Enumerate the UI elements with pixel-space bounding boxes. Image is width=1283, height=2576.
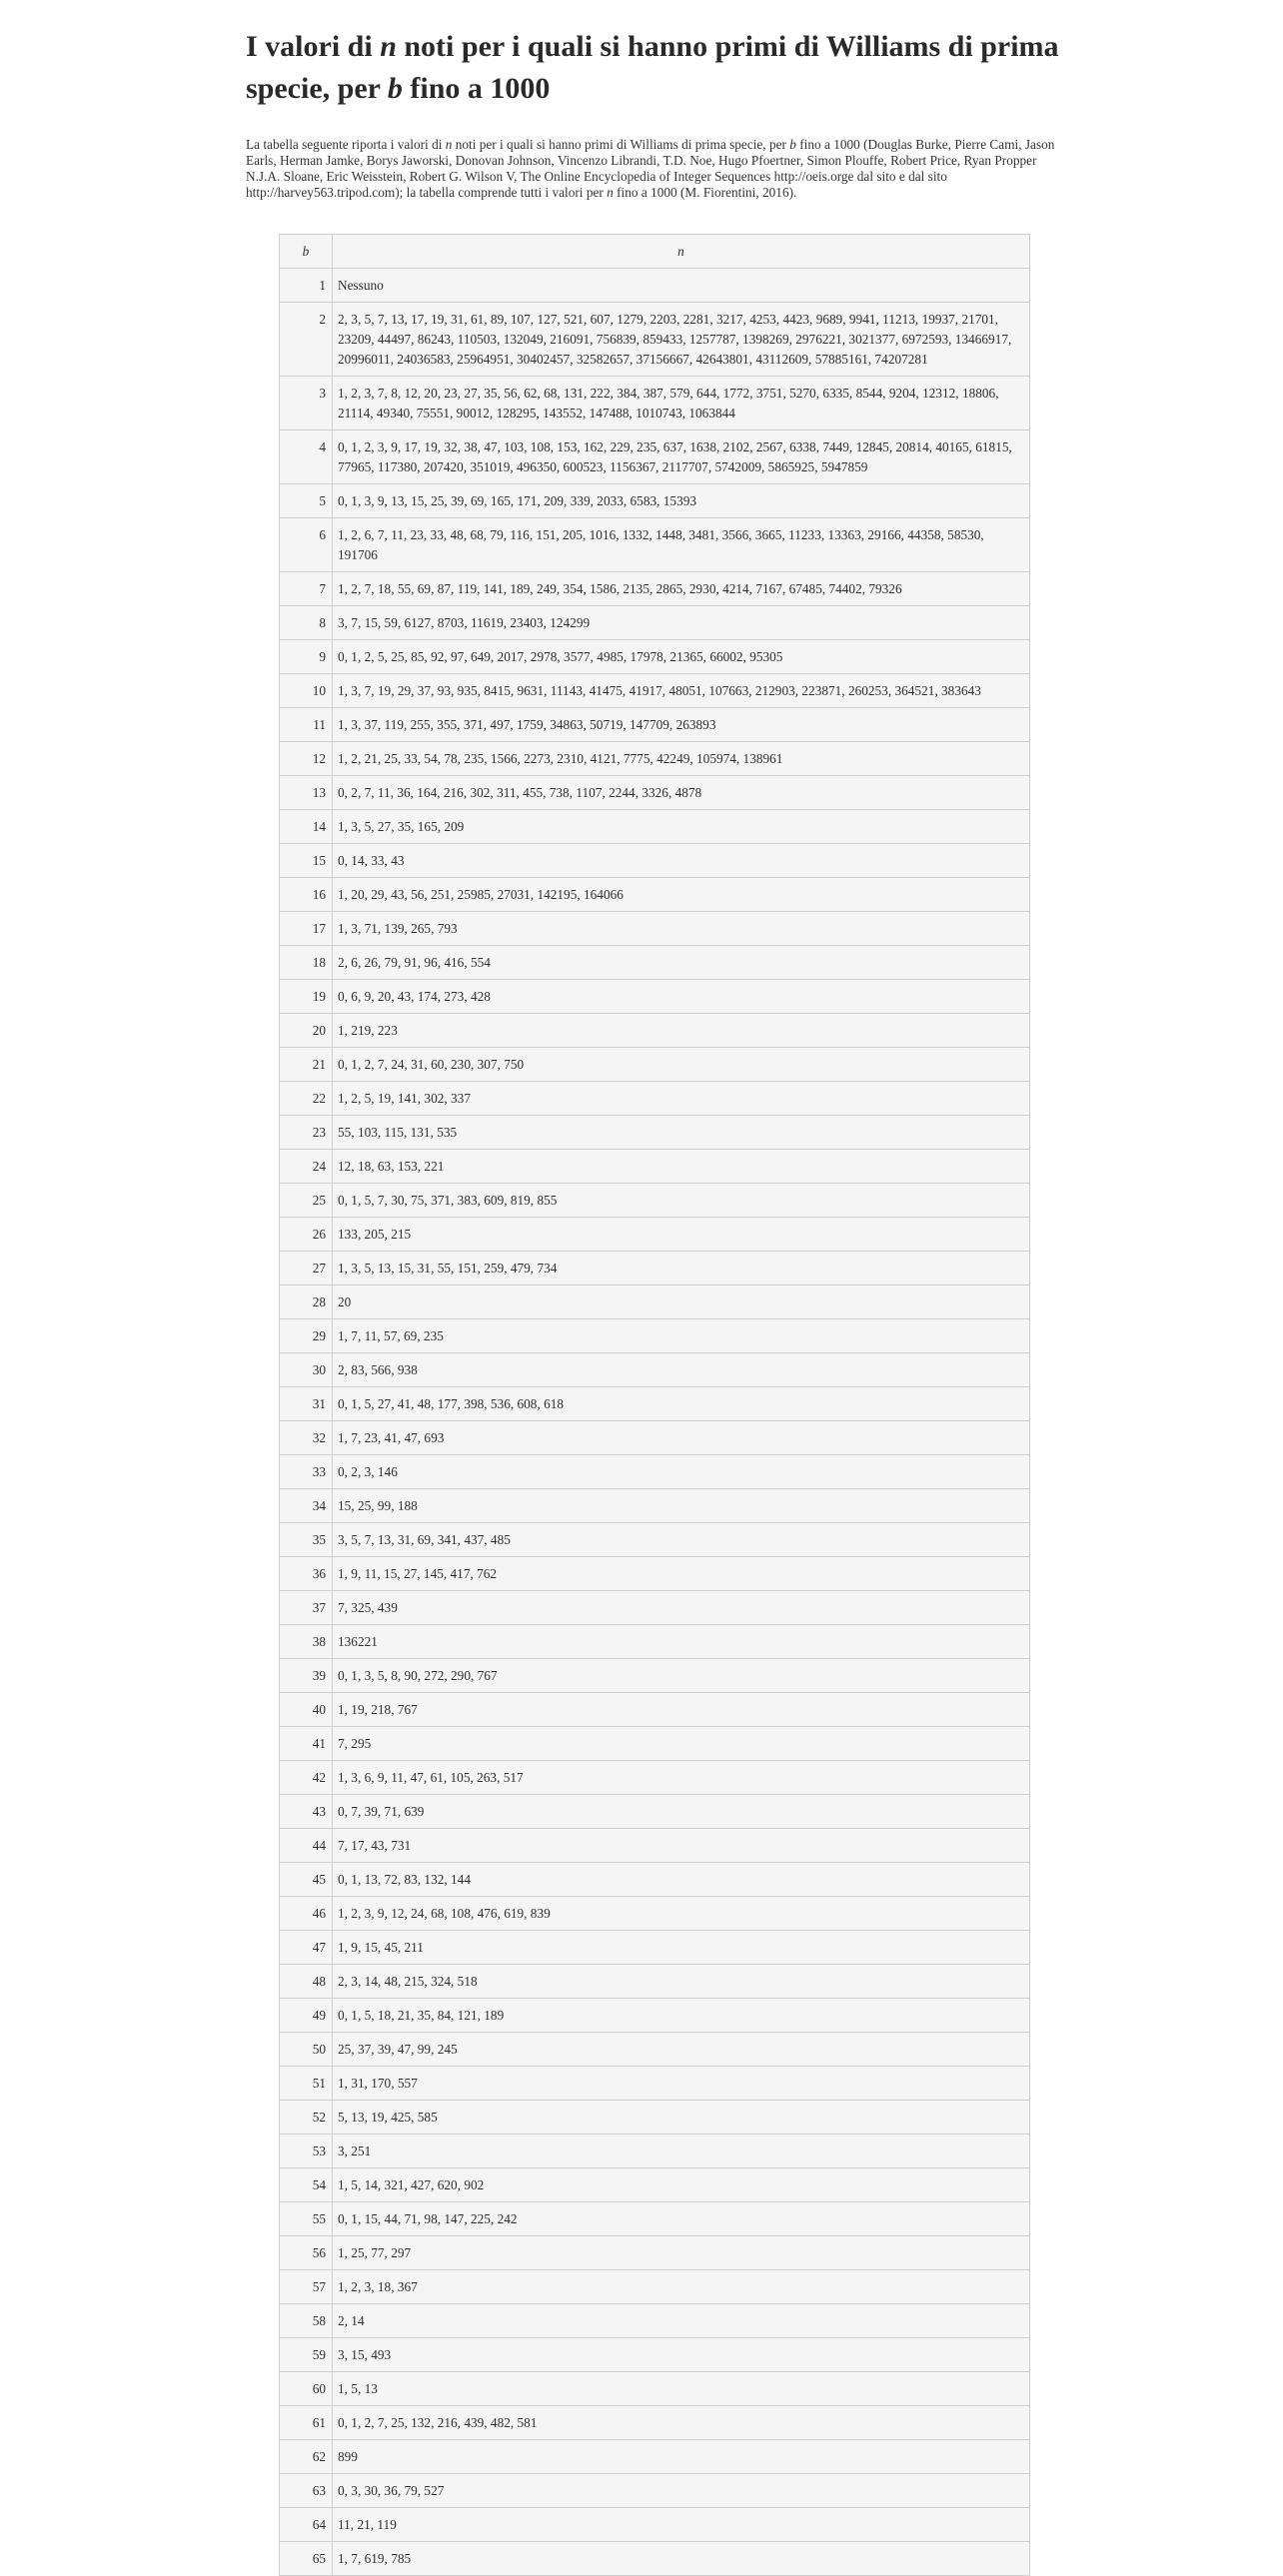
table-row — [280, 1218, 1030, 1252]
table-row — [280, 269, 1030, 303]
cell-b: 14 — [280, 810, 333, 844]
table-row — [280, 377, 1030, 430]
cell-n: 1, 219, 223 — [333, 1014, 1030, 1048]
cell-b: 42 — [280, 1761, 333, 1795]
table-row — [280, 430, 1030, 484]
table-row — [280, 2440, 1030, 2474]
table-row — [280, 878, 1030, 912]
table-row — [280, 1489, 1030, 1523]
table-row — [280, 1252, 1030, 1286]
intro-var-b: b — [789, 137, 796, 152]
cell-n: 2, 83, 566, 938 — [333, 1353, 1030, 1387]
cell-b: 51 — [280, 2067, 333, 2101]
column-header-b: b — [280, 235, 333, 269]
cell-b: 25 — [280, 1184, 333, 1218]
cell-n: 25, 37, 39, 47, 99, 245 — [333, 2033, 1030, 2067]
cell-b: 19 — [280, 980, 333, 1014]
table-row — [280, 1421, 1030, 1455]
cell-n: 0, 1, 13, 72, 83, 132, 144 — [333, 1863, 1030, 1897]
table-row — [280, 2101, 1030, 2135]
cell-n: 1, 2, 3, 18, 367 — [333, 2270, 1030, 2304]
table-row — [280, 1014, 1030, 1048]
intro-text: noti per i quali si hanno primi di Williams di prima specie, per — [452, 137, 790, 152]
cell-n: 7, 325, 439 — [333, 1591, 1030, 1625]
cell-n: 136221 — [333, 1625, 1030, 1659]
cell-n: 899 — [333, 2440, 1030, 2474]
cell-b: 26 — [280, 1218, 333, 1252]
cell-b: 59 — [280, 2338, 333, 2372]
cell-n: 3, 15, 493 — [333, 2338, 1030, 2372]
table-row — [280, 1659, 1030, 1693]
table-row — [280, 1693, 1030, 1727]
cell-b: 3 — [280, 377, 333, 430]
table-row — [280, 2542, 1030, 2576]
cell-b: 11 — [280, 708, 333, 742]
cell-n: 1, 20, 29, 43, 56, 251, 25985, 27031, 142195, 164066 — [333, 878, 1030, 912]
cell-n: 0, 1, 2, 3, 9, 17, 19, 32, 38, 47, 103, 108, 153, 162, 229, 235, 637, 1638, 2102, 2567, 6338, 7449, 12845, 20814, 40165, 61815, 77965, 117380, 207420, 351019, 496350, 600523, 1156367, 2117707, 5742009, 5865925, 5947859 — [333, 430, 1030, 484]
table-row — [280, 2067, 1030, 2101]
table-row — [280, 2304, 1030, 2338]
cell-b: 12 — [280, 742, 333, 776]
cell-b: 31 — [280, 1387, 333, 1421]
table-row — [280, 1184, 1030, 1218]
cell-b: 57 — [280, 2270, 333, 2304]
page-title — [246, 26, 1065, 110]
cell-b: 6 — [280, 518, 333, 572]
cell-n: 0, 2, 3, 146 — [333, 1455, 1030, 1489]
table-row — [280, 303, 1030, 377]
cell-n: 1, 25, 77, 297 — [333, 2236, 1030, 2270]
cell-n: 0, 1, 3, 5, 8, 90, 272, 290, 767 — [333, 1659, 1030, 1693]
table-row — [280, 2270, 1030, 2304]
title-text: noti per i quali si hanno primi di Williams di prima specie, per — [246, 30, 1059, 105]
cell-n: 1, 3, 37, 119, 255, 355, 371, 497, 1759, 34863, 50719, 147709, 263893 — [333, 708, 1030, 742]
table-row — [280, 1591, 1030, 1625]
cell-n: 1, 9, 15, 45, 211 — [333, 1931, 1030, 1965]
intro-text: fino a 1000 (Douglas Burke, Pierre Cami, Jason Earls, Herman Jamke, Borys Jaworski, Donovan Johnson, Vincenzo Librandi, T.D. Noe, Hugo Pfoertner, Simon Plouffe, Robert Price, Ryan Propper N.J.A. Sloane, Eric Weisstein, Robert G. Wilson V, The Online Encyclopedia of Integer Sequences http://oeis.orge dal sito e dal sito http://harvey563.tripod.com); la tabella comprende tutti i valori per — [246, 137, 1055, 200]
cell-b: 22 — [280, 1082, 333, 1116]
cell-b: 23 — [280, 1116, 333, 1150]
cell-b: 33 — [280, 1455, 333, 1489]
intro-var-n: n — [445, 137, 453, 152]
cell-n: 1, 7, 11, 57, 69, 235 — [333, 1319, 1030, 1353]
table-row — [280, 2406, 1030, 2440]
cell-n: 0, 1, 3, 9, 13, 15, 25, 39, 69, 165, 171, 209, 339, 2033, 6583, 15393 — [333, 484, 1030, 518]
cell-n: 7, 17, 43, 731 — [333, 1829, 1030, 1863]
cell-n: 1, 2, 3, 9, 12, 24, 68, 108, 476, 619, 839 — [333, 1897, 1030, 1931]
cell-b: 7 — [280, 572, 333, 606]
cell-n: 1, 3, 7, 19, 29, 37, 93, 935, 8415, 9631, 11143, 41475, 41917, 48051, 107663, 212903, 223871, 260253, 364521, 383643 — [333, 674, 1030, 708]
cell-n: 2, 3, 5, 7, 13, 17, 19, 31, 61, 89, 107, 127, 521, 607, 1279, 2203, 2281, 3217, 4253, 4423, 9689, 9941, 11213, 19937, 21701, 23209, 44497, 86243, 110503, 132049, 216091, 756839, 859433, 1257787, 1398269, 2976221, 3021377, 6972593, 13466917, 20996011, 24036583, 25964951, 30402457, 32582657, 37156667, 42643801, 43112609, 57885161, 74207281 — [333, 303, 1030, 377]
cell-b: 44 — [280, 1829, 333, 1863]
table-row — [280, 2168, 1030, 2202]
cell-n: Nessuno — [333, 269, 1030, 303]
table-row — [280, 572, 1030, 606]
cell-n: 0, 7, 39, 71, 639 — [333, 1795, 1030, 1829]
table-header-row — [280, 235, 1030, 269]
williams-primes-table — [279, 234, 1030, 2576]
cell-b: 27 — [280, 1252, 333, 1286]
cell-n: 1, 2, 5, 19, 141, 302, 337 — [333, 1082, 1030, 1116]
cell-b: 62 — [280, 2440, 333, 2474]
table-row — [280, 776, 1030, 810]
cell-b: 1 — [280, 269, 333, 303]
table-row — [280, 946, 1030, 980]
cell-n: 1, 3, 5, 27, 35, 165, 209 — [333, 810, 1030, 844]
cell-b: 61 — [280, 2406, 333, 2440]
cell-b: 54 — [280, 2168, 333, 2202]
table-row — [280, 1523, 1030, 1557]
cell-b: 20 — [280, 1014, 333, 1048]
table-row — [280, 1557, 1030, 1591]
cell-b: 53 — [280, 2135, 333, 2168]
title-var-b: b — [387, 72, 403, 105]
cell-n: 55, 103, 115, 131, 535 — [333, 1116, 1030, 1150]
cell-n: 15, 25, 99, 188 — [333, 1489, 1030, 1523]
table-row — [280, 708, 1030, 742]
table-row — [280, 1863, 1030, 1897]
cell-b: 60 — [280, 2372, 333, 2406]
cell-b: 52 — [280, 2101, 333, 2135]
cell-n: 1, 2, 3, 7, 8, 12, 20, 23, 27, 35, 56, 62, 68, 131, 222, 384, 387, 579, 644, 1772, 3751, 5270, 6335, 8544, 9204, 12312, 18806, 21114, 49340, 75551, 90012, 128295, 143552, 147488, 1010743, 1063844 — [333, 377, 1030, 430]
table-row — [280, 1795, 1030, 1829]
table-row — [280, 2135, 1030, 2168]
table-row — [280, 810, 1030, 844]
cell-b: 2 — [280, 303, 333, 377]
table-row — [280, 1387, 1030, 1421]
cell-n: 1, 9, 11, 15, 27, 145, 417, 762 — [333, 1557, 1030, 1591]
table-row — [280, 1150, 1030, 1184]
cell-n: 2, 14 — [333, 2304, 1030, 2338]
cell-n: 1, 2, 7, 18, 55, 69, 87, 119, 141, 189, 249, 354, 1586, 2135, 2865, 2930, 4214, 7167, 67485, 74402, 79326 — [333, 572, 1030, 606]
cell-n: 3, 5, 7, 13, 31, 69, 341, 437, 485 — [333, 1523, 1030, 1557]
cell-n: 2, 6, 26, 79, 91, 96, 416, 554 — [333, 946, 1030, 980]
table-row — [280, 2372, 1030, 2406]
cell-b: 34 — [280, 1489, 333, 1523]
cell-n: 0, 1, 2, 7, 24, 31, 60, 230, 307, 750 — [333, 1048, 1030, 1082]
table-row — [280, 912, 1030, 946]
cell-b: 18 — [280, 946, 333, 980]
table-row — [280, 484, 1030, 518]
cell-b: 5 — [280, 484, 333, 518]
cell-n: 0, 2, 7, 11, 36, 164, 216, 302, 311, 455, 738, 1107, 2244, 3326, 4878 — [333, 776, 1030, 810]
cell-b: 43 — [280, 1795, 333, 1829]
cell-n: 0, 1, 2, 7, 25, 132, 216, 439, 482, 581 — [333, 2406, 1030, 2440]
cell-b: 38 — [280, 1625, 333, 1659]
cell-n: 0, 1, 5, 18, 21, 35, 84, 121, 189 — [333, 1999, 1030, 2033]
cell-n: 5, 13, 19, 425, 585 — [333, 2101, 1030, 2135]
cell-b: 8 — [280, 606, 333, 640]
cell-b: 49 — [280, 1999, 333, 2033]
table-row — [280, 1999, 1030, 2033]
title-text: fino a 1000 — [402, 72, 551, 105]
cell-b: 48 — [280, 1965, 333, 1999]
cell-n: 1, 31, 170, 557 — [333, 2067, 1030, 2101]
cell-n: 133, 205, 215 — [333, 1218, 1030, 1252]
table-row — [280, 1353, 1030, 1387]
table-row — [280, 1455, 1030, 1489]
cell-n: 1, 5, 14, 321, 427, 620, 902 — [333, 2168, 1030, 2202]
cell-n: 1, 2, 6, 7, 11, 23, 33, 48, 68, 79, 116, 151, 205, 1016, 1332, 1448, 3481, 3566, 3665, 11233, 13363, 29166, 44358, 58530, 191706 — [333, 518, 1030, 572]
cell-n: 0, 1, 15, 44, 71, 98, 147, 225, 242 — [333, 2202, 1030, 2236]
table-row — [280, 2236, 1030, 2270]
cell-b: 9 — [280, 640, 333, 674]
title-text: I valori di — [246, 30, 381, 63]
cell-n: 20 — [333, 1286, 1030, 1319]
intro-var-n: n — [607, 185, 614, 200]
table-row — [280, 1048, 1030, 1082]
cell-b: 21 — [280, 1048, 333, 1082]
cell-b: 41 — [280, 1727, 333, 1761]
table-row — [280, 1931, 1030, 1965]
cell-b: 65 — [280, 2542, 333, 2576]
cell-b: 50 — [280, 2033, 333, 2067]
cell-b: 4 — [280, 430, 333, 484]
title-var-n: n — [380, 30, 397, 63]
cell-n: 1, 5, 13 — [333, 2372, 1030, 2406]
cell-b: 10 — [280, 674, 333, 708]
table-row — [280, 1319, 1030, 1353]
cell-n: 0, 1, 2, 5, 25, 85, 92, 97, 649, 2017, 2978, 3577, 4985, 17978, 21365, 66002, 95305 — [333, 640, 1030, 674]
cell-b: 35 — [280, 1523, 333, 1557]
table-row — [280, 1625, 1030, 1659]
cell-b: 36 — [280, 1557, 333, 1591]
cell-b: 47 — [280, 1931, 333, 1965]
cell-n: 3, 7, 15, 59, 6127, 8703, 11619, 23403, 124299 — [333, 606, 1030, 640]
table-body — [280, 269, 1030, 2576]
table-row — [280, 1829, 1030, 1863]
cell-n: 0, 1, 5, 7, 30, 75, 371, 383, 609, 819, 855 — [333, 1184, 1030, 1218]
cell-b: 37 — [280, 1591, 333, 1625]
table-row — [280, 980, 1030, 1014]
cell-n: 2, 3, 14, 48, 215, 324, 518 — [333, 1965, 1030, 1999]
cell-n: 0, 3, 30, 36, 79, 527 — [333, 2474, 1030, 2508]
cell-n: 1, 7, 23, 41, 47, 693 — [333, 1421, 1030, 1455]
cell-b: 46 — [280, 1897, 333, 1931]
table-row — [280, 518, 1030, 572]
table-row — [280, 1082, 1030, 1116]
table-row — [280, 2508, 1030, 2542]
intro-text: La tabella seguente riporta i valori di — [246, 137, 446, 152]
table-row — [280, 2033, 1030, 2067]
table-row — [280, 1761, 1030, 1795]
intro-paragraph — [246, 137, 1065, 201]
intro-text: fino a 1000 (M. Fiorentini, 2016). — [613, 185, 797, 200]
table-row — [280, 1116, 1030, 1150]
cell-n: 0, 6, 9, 20, 43, 174, 273, 428 — [333, 980, 1030, 1014]
cell-n: 0, 1, 5, 27, 41, 48, 177, 398, 536, 608, 618 — [333, 1387, 1030, 1421]
table-row — [280, 640, 1030, 674]
cell-b: 32 — [280, 1421, 333, 1455]
table-row — [280, 2474, 1030, 2508]
cell-b: 28 — [280, 1286, 333, 1319]
cell-b: 13 — [280, 776, 333, 810]
cell-b: 56 — [280, 2236, 333, 2270]
cell-n: 1, 7, 619, 785 — [333, 2542, 1030, 2576]
cell-n: 7, 295 — [333, 1727, 1030, 1761]
table-row — [280, 2202, 1030, 2236]
cell-b: 17 — [280, 912, 333, 946]
cell-n: 1, 19, 218, 767 — [333, 1693, 1030, 1727]
table-row — [280, 606, 1030, 640]
cell-b: 58 — [280, 2304, 333, 2338]
table-row — [280, 1286, 1030, 1319]
cell-b: 30 — [280, 1353, 333, 1387]
cell-b: 24 — [280, 1150, 333, 1184]
cell-b: 40 — [280, 1693, 333, 1727]
cell-n: 1, 3, 71, 139, 265, 793 — [333, 912, 1030, 946]
cell-n: 1, 2, 21, 25, 33, 54, 78, 235, 1566, 2273, 2310, 4121, 7775, 42249, 105974, 138961 — [333, 742, 1030, 776]
cell-b: 16 — [280, 878, 333, 912]
cell-b: 39 — [280, 1659, 333, 1693]
cell-n: 3, 251 — [333, 2135, 1030, 2168]
table-row — [280, 674, 1030, 708]
table-row — [280, 844, 1030, 878]
table-row — [280, 1965, 1030, 1999]
cell-b: 29 — [280, 1319, 333, 1353]
cell-n: 1, 3, 6, 9, 11, 47, 61, 105, 263, 517 — [333, 1761, 1030, 1795]
cell-b: 63 — [280, 2474, 333, 2508]
table-row — [280, 1897, 1030, 1931]
column-header-n: n — [333, 235, 1030, 269]
table-row — [280, 2338, 1030, 2372]
cell-n: 11, 21, 119 — [333, 2508, 1030, 2542]
cell-n: 12, 18, 63, 153, 221 — [333, 1150, 1030, 1184]
cell-b: 15 — [280, 844, 333, 878]
table-row — [280, 1727, 1030, 1761]
cell-b: 45 — [280, 1863, 333, 1897]
cell-n: 0, 14, 33, 43 — [333, 844, 1030, 878]
cell-n: 1, 3, 5, 13, 15, 31, 55, 151, 259, 479, 734 — [333, 1252, 1030, 1286]
table-row — [280, 742, 1030, 776]
cell-b: 64 — [280, 2508, 333, 2542]
cell-b: 55 — [280, 2202, 333, 2236]
